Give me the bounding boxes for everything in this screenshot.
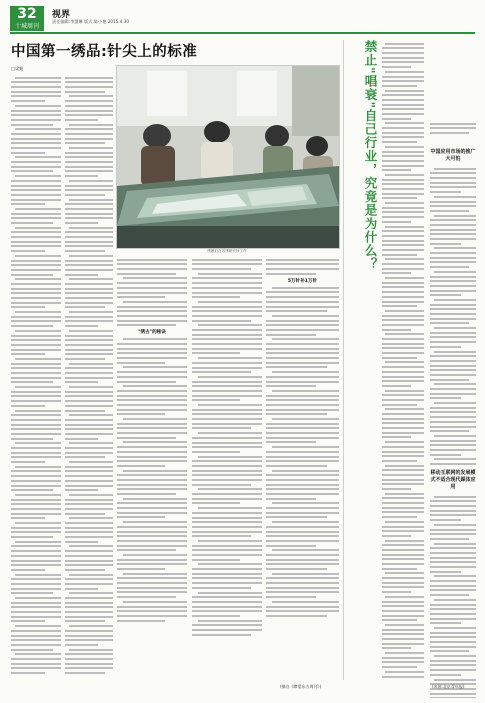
article-headline: 中国第一绣品:针尖上的标准 [11,44,198,60]
subhead-secret: "绣古"的秘诀 [138,330,166,336]
text-column-3 [117,256,187,680]
subhead-stitches: 5万针补1万针 [287,278,318,284]
text-column-4 [192,256,262,680]
text-column-5 [266,256,339,680]
page-meta: 责任编辑:李慧琳 版式:陈小艳 2015.4.30 [52,19,130,24]
right-article-title: 禁止"唱衰"自己行业，究竟是为什么？ [363,40,378,272]
text-column-2 [65,74,113,680]
page-number: 32 [10,6,44,28]
right-text-column-1 [382,40,424,680]
column-tag: 十城周刊 [10,22,44,31]
embroidery-workshop-photo [116,65,340,249]
byline: □梁魁 [11,66,24,71]
subhead-mobile-model: 移动互联网的发展模式不适合现代媒体应用 [430,470,476,490]
right-article-source: (来源:北京青年报) [432,684,465,689]
right-text-column-2 [430,120,476,680]
subhead-app-market: 中国应用市场的推广大可怕 [430,149,476,162]
article-divider [343,40,344,680]
text-column-1 [11,74,61,680]
left-article-source: (摘自《瞭望东方周刊》) [280,684,322,689]
photo-caption: 绣娘们在苏绣研究所工作 [207,249,247,253]
section-title: 视界 [52,10,71,20]
header-rule [10,32,475,34]
